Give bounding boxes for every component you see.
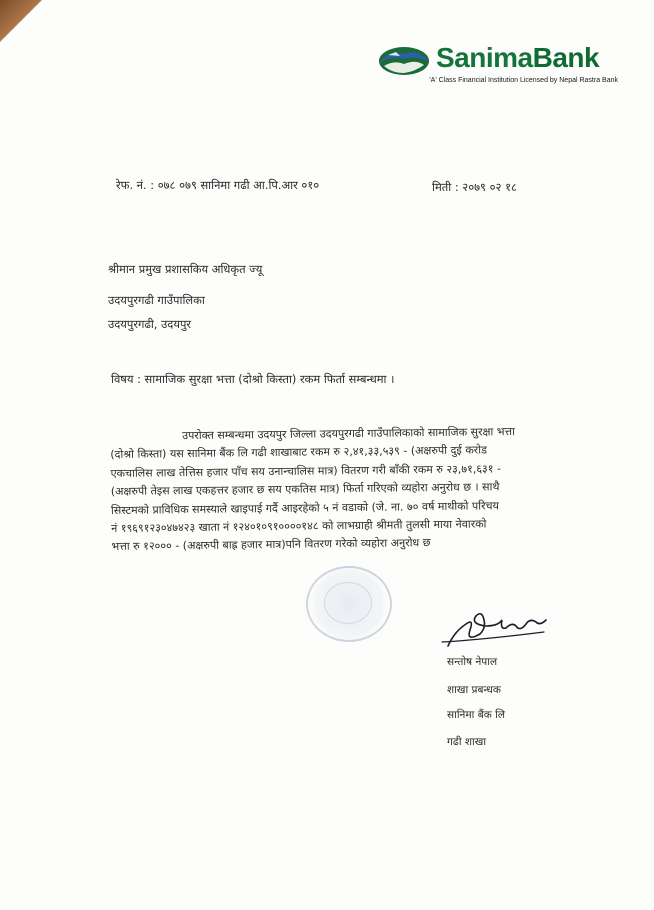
bank-tagline: 'A' Class Financial Institution Licensed by Nepal Rastra Bank xyxy=(429,77,618,84)
body-line: एकचालिस लाख तेत्तिस हजार पाँच सय उनान्चालिस मात्र) वितरण गरी बाँकी रकम रु २३,७१,६३१ - xyxy=(110,462,501,480)
reference-number: रेफ. नं. : ०७८ ०७९ सानिमा गढी आ.पि.आर ०१० xyxy=(116,178,320,192)
body-line: उपरोक्त सम्बन्धमा उदयपुर जिल्ला उदयपुरगढी गाउँपालिकाको सामाजिक सुरक्षा भत्ता xyxy=(182,425,516,443)
page-corner-fold xyxy=(0,0,46,46)
stamp-inner-ring xyxy=(324,582,372,624)
signatory-branch: गढी शाखा xyxy=(447,736,487,748)
body-line: सिस्टमको प्राविधिक समस्याले खाइपाई गर्दै आइरहेको ५ नं वडाको (जे. ना. ७० वर्ष माथीको परिचय xyxy=(110,498,500,517)
body-line: (अक्षरुपी तेइस लाख एकहत्तर हजार छ सय एकतिस मात्र) फिर्ता गरिएको व्यहोरा अनुरोध छ । साथै xyxy=(110,480,500,499)
recipient-line-3: उदयपुरगढी, उदयपुर xyxy=(108,317,192,331)
signatory-name: सन्तोष नेपाल xyxy=(447,656,498,668)
recipient-line-1: श्रीमान प्रमुख प्रशासकिय अधिकृत ज्यू xyxy=(108,262,263,276)
letter-date: मिती : २०७९ ०२ १८ xyxy=(432,180,517,194)
handwritten-signature xyxy=(440,602,552,652)
official-stamp xyxy=(306,566,392,642)
body-line: भत्ता रु १२००० - (अक्षरुपी बाह्र हजार मात्र)पनि वितरण गरेको व्यहोरा अनुरोध छ xyxy=(111,536,431,554)
letter-subject: विषय : सामाजिक सुरक्षा भत्ता (दोश्रो किस्ता) रकम फिर्ता सम्बन्धमा । xyxy=(111,372,395,386)
logo-word-sanima: Sanima xyxy=(436,42,533,73)
signatory-title: शाखा प्रबन्धक xyxy=(447,684,501,696)
letter-body xyxy=(110,422,582,557)
body-line: (दोश्रो किस्ता) यस सानिमा बैंक लि गढी शाखाबाट रकम रु २,४१,३३,५३९ - (अक्षरुपी दुई करोड xyxy=(110,443,488,462)
bank-logo-wordmark xyxy=(436,42,599,74)
recipient-line-2: उदयपुरगढी गाउँपालिका xyxy=(108,293,205,307)
body-line: नं १९६९१२३०४७४२३ खाता नं १२४०१०९१००००१४८ को लाभग्राही श्रीमती तुलसी माया नेवारको xyxy=(111,517,487,536)
bank-logo xyxy=(378,44,618,90)
bank-logo-icon xyxy=(378,46,430,76)
logo-word-bank: Bank xyxy=(532,42,600,73)
signatory-bank: सानिमा बैंक लि xyxy=(447,709,505,721)
